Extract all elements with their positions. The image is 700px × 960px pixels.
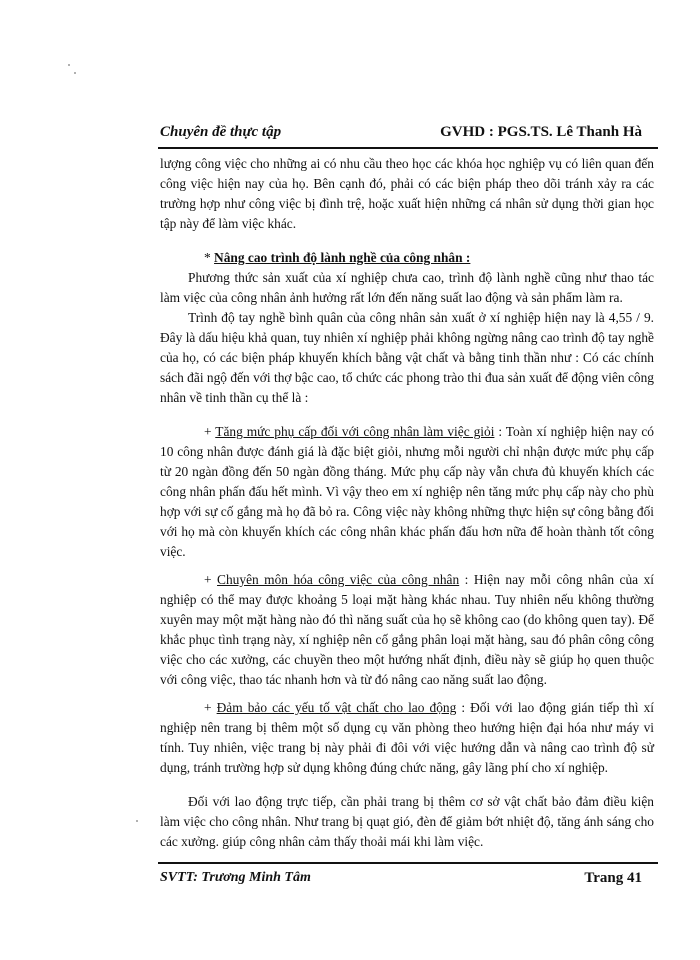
section-heading-text: Nâng cao trình độ lành nghề của công nhân : — [214, 250, 471, 265]
section-heading: * Nâng cao trình độ lành nghề của công nhân : — [204, 250, 471, 265]
footer-author: SVTT: Trương Minh Tâm — [160, 870, 311, 885]
header-advisor: GVHD : PGS.TS. Lê Thanh Hà — [440, 124, 642, 140]
scan-speck — [74, 72, 76, 74]
page-footer — [160, 870, 642, 892]
list-item-title: Chuyên môn hóa công việc của công nhân — [217, 572, 460, 587]
header-rule — [158, 147, 658, 149]
list-item-specialization: + Chuyên môn hóa công việc của công nhân : Hiện nay mỗi công nhân của xí nghiệp có thể may được khoảng 5 loại mặt hàng khác nhau. Tuy nhiên nếu không thường xuyên may một mặt hàng nào đó thì năng suất của họ sẽ không cao (do không quen tay). Để khắc phục tình trạng này, xí nghiệp nên cố gắng phân loại mặt hàng, sau đó phân công công việc cho các xưởng, các chuyền theo một hướng nhất định, điều này sẽ giúp họ quen thuộc với công việc, thao tác nhanh hơn và từ đó nâng cao năng suất lao động. — [160, 572, 655, 687]
footer-rule — [158, 862, 658, 864]
page-number: Trang 41 — [584, 870, 642, 886]
scan-speck — [68, 64, 70, 66]
document-body — [160, 154, 654, 852]
scan-speck — [136, 820, 138, 822]
header-title: Chuyên đề thực tập — [160, 124, 282, 140]
list-item-title: Tăng mức phụ cấp đối với công nhân làm việc giỏi — [215, 424, 495, 439]
paragraph-skill-level: Trình độ tay nghề bình quân của công nhân sản xuất ở xí nghiệp hiện nay là 4,55 / 9. Đây là dấu hiệu khả quan, tuy nhiên xí nghiệp phải không ngừng nâng cao trình độ tay nghề của họ, có các biện pháp khuyến khích bằng vật chất và bằng tinh thần như : Có các chính sách đãi ngộ đến với thợ bậc cao, tổ chức các phong trào thi đua sản xuất để động viên công nhân về tinh thần cụ thể là : — [160, 310, 654, 405]
paragraph-direct-labor: Đối với lao động trực tiếp, cần phải trang bị thêm cơ sở vật chất bảo đảm điều kiện làm việc cho công nhân. Như trang bị quạt gió, đèn để giảm bớt nhiệt độ, tăng ánh sáng cho các xưởng. giúp công nhân cảm thấy thoải mái khi làm việc. — [160, 794, 654, 849]
list-item-facilities: + Đảm bảo các yếu tố vật chất cho lao động : Đối với lao động gián tiếp thì xí nghiệp nên trang bị thêm một số dụng cụ văn phòng theo hướng hiện đại hóa như máy vi tính. Tuy nhiên, việc trang bị này phải đi đôi với việc hướng dẫn và nâng cao trình độ sử dụng, tránh trường hợp sử dụng không đúng chức năng, gây lãng phí cho xí nghiệp. — [160, 700, 654, 775]
page-header — [160, 124, 642, 146]
paragraph-production: Phương thức sản xuất của xí nghiệp chưa cao, trình độ lành nghề cũng như thao tác làm việc của công nhân ảnh hưởng rất lớn đến năng suất lao động và sản phẩm làm ra. — [160, 270, 654, 305]
list-item-allowance: + Tăng mức phụ cấp đối với công nhân làm việc giỏi : Toàn xí nghiệp hiện nay có 10 công nhân được đánh giá là đặc biệt giỏi, nhưng mỗi người chỉ nhận được mức phụ cấp từ 20 ngàn đồng đến 50 ngàn đồng tháng. Mức phụ cấp này vẫn chưa đủ khuyến khích các công nhân phấn đấu hết mình. Vì vậy theo em xí nghiệp nên tăng mức phụ cấp này cho phù hợp với sự cố gắng mà họ đã bỏ ra. Công việc này không những thực hiện sự công bằng đối với họ mà còn khuyến khích các công nhân khác phấn đấu hơn nữa để hoàn thành tốt công việc. — [160, 424, 654, 559]
list-item-title: Đảm bảo các yếu tố vật chất cho lao động — [216, 700, 457, 715]
paragraph-intro: lượng công việc cho những ai có nhu cầu theo học các khóa học nghiệp vụ có liên quan đến công việc hiện nay của họ. Bên cạnh đó, phải có các biện pháp theo dõi tránh xảy ra các trường hợp như công việc bị đình trệ, hoặc xuất hiện những cá nhân sử dụng thời gian học tập này để làm việc khác. — [160, 156, 654, 231]
